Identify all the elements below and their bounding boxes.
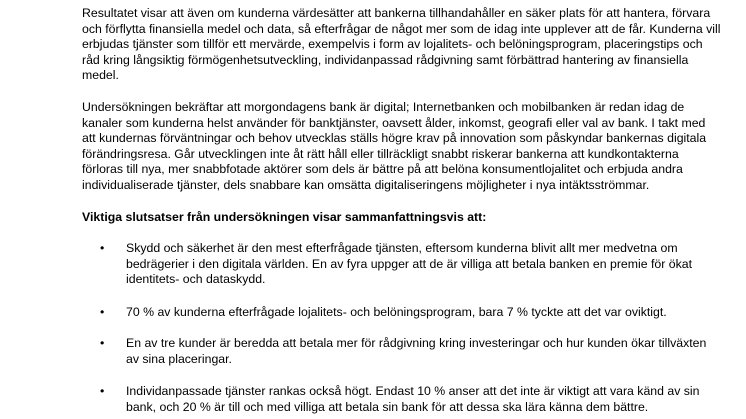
bullet-text: Skydd och säkerhet är den mest efterfrågade tjänsten, eftersom kunderna blivit allt mer medvetna om bedrägerier i den digitala världen. En av fyra uppger att de är villiga att betala banken en premie för ökat identitets- och dataskydd. — [126, 241, 692, 287]
bullet-text: 70 % av kunderna efterfrågade lojalitets- och belöningsprogram, bara 7 % tyckte att det var oviktigt. — [126, 305, 667, 319]
bullet-icon: • — [100, 241, 105, 255]
paragraph-results: Resultatet visar att även om kunderna värdesätter att bankerna tillhandahåller en säker plats för att hantera, förvara och förflytta finansiella medel och data, så efterfrågar de något mer som de idag inte upplever att de får. Kunderna vill erbjudas tjänster som tillför ett mervärde, exempelvis i form av lojalitets- och belöningsprogram, placeringstips och råd kring långsiktig förmögenhetsutveckling, individanpassad rådgivning samt förbättrad hantering av finansiella medel. — [82, 6, 721, 83]
bullet-icon: • — [100, 384, 105, 398]
bullet-icon: • — [100, 305, 105, 319]
bullet-text: Individanpassade tjänster rankas också högt. Endast 10 % anser att det inte är viktigt att vara känd av sin bank, och 20 % är till och med villiga att betala sin bank för att dessa ska lära känna dem bättre. — [126, 384, 700, 414]
bullet-text: En av tre kunder är beredda att betala mer för rådgivning kring investeringar och hur kunden ökar tillväxten av sina placeringar. — [126, 336, 707, 366]
conclusions-heading: Viktiga slutsatser från undersökningen visar sammanfattningsvis att: — [82, 210, 487, 224]
paragraph-digital-bank: Undersökningen bekräftar att morgondagens bank är digital; Internetbanken och mobilbanken är redan idag de kanaler som kunderna helst använder för banktjänster, oavsett ålder, inkomst, geografi eller val av bank. I takt med att kundernas förväntningar och behov utvecklas ställs högre krav på innovation som påskyndar bankernas digitala förändringsresa. Går utvecklingen inte åt rätt håll eller tillräckligt snabbt riskerar bankerna att kundkontakterna förloras till nya, mer snabbfotade aktörer som dels är bättre på att belöna konsumentlojalitet och erbjuda andra individualiserade tjänster, dels snabbare kan omsätta digitaliseringens möjligheter i nya intäktsströmmar. — [82, 100, 707, 192]
bullet-icon: • — [100, 336, 105, 350]
